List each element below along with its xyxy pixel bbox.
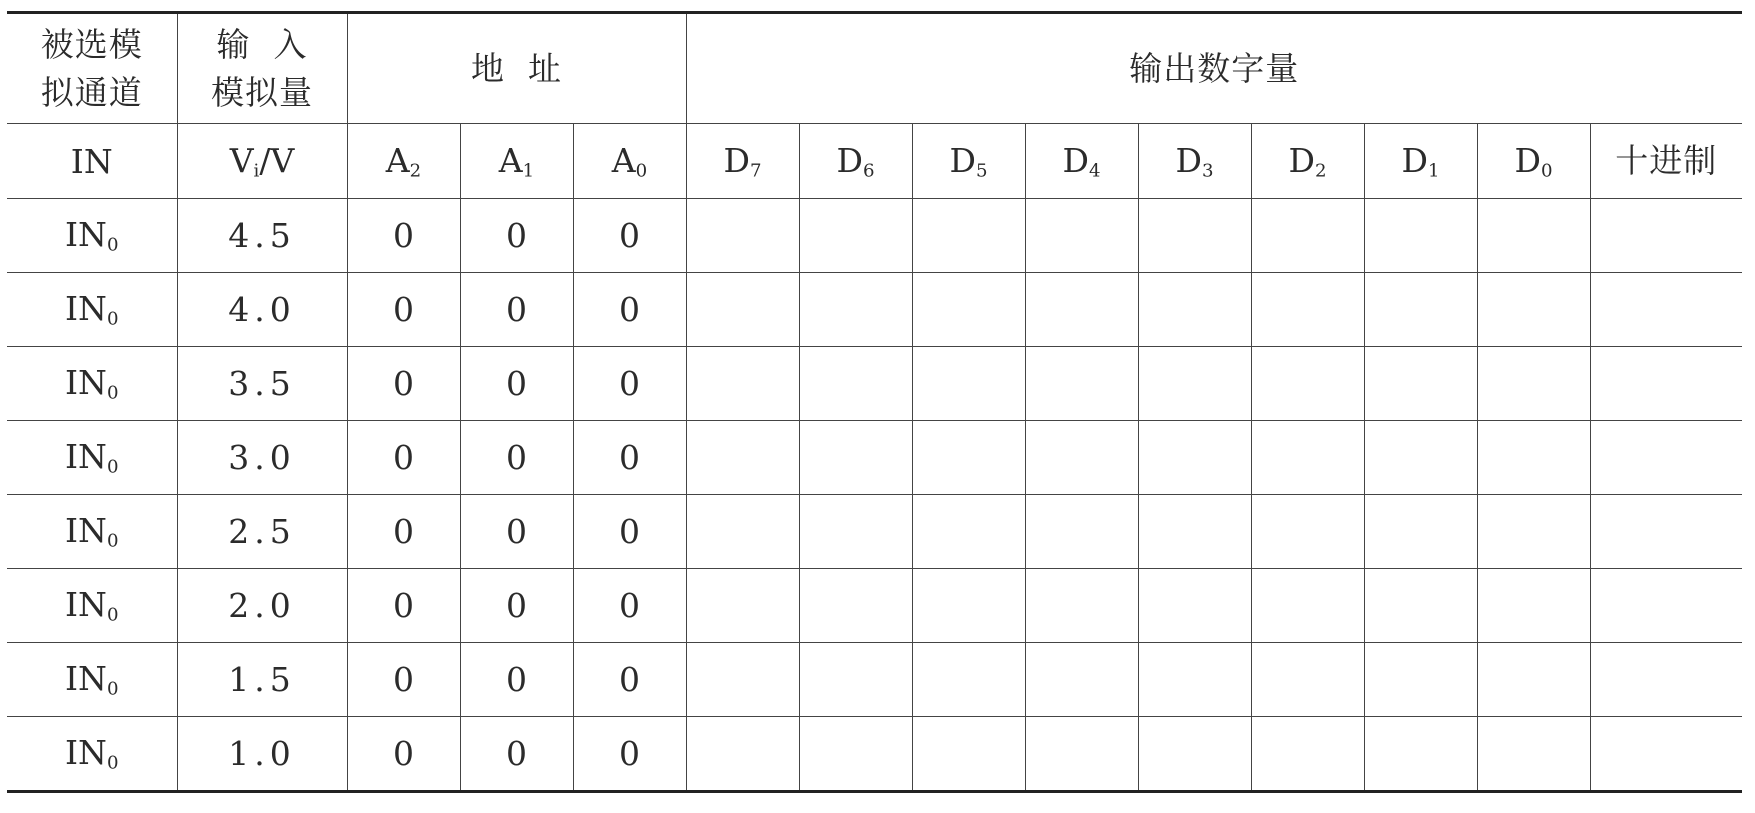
cell-output-bit — [1251, 421, 1364, 495]
address-value: 0 — [506, 216, 527, 255]
table-row — [7, 273, 1742, 347]
cell-decimal — [1590, 717, 1742, 792]
table-row — [7, 495, 1742, 569]
input-voltage-value: 3.0 — [228, 438, 296, 477]
cell-output-bit — [1025, 347, 1138, 421]
bit-index: 4 — [1088, 160, 1101, 182]
cell-address-a0 — [573, 347, 686, 421]
cell-address-a0 — [573, 273, 686, 347]
cell-channel — [7, 273, 177, 347]
address-value: 0 — [393, 438, 414, 477]
subheader-data-bit — [912, 124, 1025, 199]
subheader-data-bit — [1138, 124, 1251, 199]
address-value: 0 — [619, 216, 640, 255]
cell-output-bit — [686, 717, 799, 792]
cell-output-bit — [799, 273, 912, 347]
cell-output-bit — [799, 199, 912, 273]
bit-letter: D — [949, 140, 976, 180]
cell-output-bit — [686, 199, 799, 273]
cell-channel — [7, 495, 177, 569]
cell-input-voltage — [177, 643, 347, 717]
channel-name: IN — [65, 437, 107, 477]
cell-output-bit — [1251, 569, 1364, 643]
cell-output-bit — [1364, 421, 1477, 495]
cell-address-a1 — [460, 717, 573, 792]
cell-output-bit — [1251, 717, 1364, 792]
input-voltage-value: 4.0 — [228, 290, 296, 329]
cell-address-a1 — [460, 273, 573, 347]
cell-decimal — [1590, 495, 1742, 569]
header-channel-text: 被选模拟通道 — [40, 24, 143, 112]
channel-index: 0 — [106, 752, 119, 774]
header-input-text: 输 入模拟量 — [211, 24, 313, 112]
cell-output-bit — [1251, 199, 1364, 273]
cell-output-bit — [1477, 569, 1590, 643]
channel-name: IN — [65, 511, 107, 551]
cell-output-bit — [686, 273, 799, 347]
cell-output-bit — [1025, 421, 1138, 495]
cell-output-bit — [1477, 717, 1590, 792]
cell-output-bit — [1364, 569, 1477, 643]
subheader-in-text: IN — [70, 141, 113, 181]
cell-decimal — [1590, 421, 1742, 495]
cell-output-bit — [1477, 273, 1590, 347]
address-value: 0 — [393, 364, 414, 403]
address-value: 0 — [506, 660, 527, 699]
cell-output-bit — [1364, 273, 1477, 347]
cell-channel — [7, 643, 177, 717]
table-row — [7, 569, 1742, 643]
bit-letter: D — [1514, 140, 1541, 180]
cell-output-bit — [1477, 495, 1590, 569]
cell-address-a2 — [347, 495, 460, 569]
cell-output-bit — [1251, 495, 1364, 569]
cell-address-a1 — [460, 495, 573, 569]
cell-output-bit — [1138, 495, 1251, 569]
channel-name: IN — [65, 659, 107, 699]
bit-index: 1 — [522, 160, 535, 182]
subheader-vi — [177, 124, 347, 199]
channel-name: IN — [65, 733, 107, 773]
cell-output-bit — [1477, 643, 1590, 717]
bit-index: 5 — [975, 160, 988, 182]
cell-decimal — [1590, 643, 1742, 717]
cell-output-bit — [1364, 717, 1477, 792]
bit-letter: D — [1175, 140, 1202, 180]
address-value: 0 — [393, 512, 414, 551]
address-value: 0 — [619, 290, 640, 329]
bit-letter: D — [836, 140, 863, 180]
address-value: 0 — [506, 364, 527, 403]
address-value: 0 — [393, 216, 414, 255]
cell-output-bit — [1138, 273, 1251, 347]
cell-output-bit — [1025, 495, 1138, 569]
subheader-data-bit — [686, 124, 799, 199]
channel-index: 0 — [106, 456, 119, 478]
cell-output-bit — [912, 421, 1025, 495]
subheader-in — [7, 124, 177, 199]
bit-index: 6 — [862, 160, 875, 182]
cell-output-bit — [1025, 569, 1138, 643]
cell-output-bit — [799, 643, 912, 717]
input-voltage-value: 3.5 — [228, 364, 296, 403]
cell-output-bit — [1477, 199, 1590, 273]
address-value: 0 — [506, 512, 527, 551]
cell-input-voltage — [177, 199, 347, 273]
cell-output-bit — [686, 569, 799, 643]
subheader-vi-sub: i — [253, 160, 260, 182]
channel-index: 0 — [106, 308, 119, 330]
header-row — [7, 13, 1742, 124]
cell-output-bit — [686, 643, 799, 717]
bit-index: 2 — [409, 160, 422, 182]
cell-input-voltage — [177, 421, 347, 495]
address-value: 0 — [619, 512, 640, 551]
cell-address-a0 — [573, 495, 686, 569]
table-row — [7, 717, 1742, 792]
cell-output-bit — [799, 495, 912, 569]
cell-output-bit — [912, 717, 1025, 792]
subheader-address-bit — [573, 124, 686, 199]
cell-output-bit — [1364, 495, 1477, 569]
channel-name: IN — [65, 215, 107, 255]
subheader-data-bit — [1251, 124, 1364, 199]
cell-output-bit — [686, 347, 799, 421]
input-voltage-value: 2.0 — [228, 586, 296, 625]
channel-index: 0 — [106, 604, 119, 626]
subheader-address-bit — [347, 124, 460, 199]
cell-output-bit — [912, 273, 1025, 347]
bit-letter: D — [723, 140, 750, 180]
cell-output-bit — [1025, 199, 1138, 273]
cell-output-bit — [912, 643, 1025, 717]
bit-letter: A — [498, 140, 523, 180]
address-value: 0 — [619, 586, 640, 625]
cell-output-bit — [912, 347, 1025, 421]
input-voltage-value: 1.5 — [228, 660, 296, 699]
cell-output-bit — [1251, 273, 1364, 347]
cell-address-a1 — [460, 347, 573, 421]
address-value: 0 — [619, 734, 640, 773]
table-row — [7, 347, 1742, 421]
address-value: 0 — [619, 438, 640, 477]
cell-input-voltage — [177, 495, 347, 569]
bit-letter: D — [1401, 140, 1428, 180]
address-value: 0 — [393, 734, 414, 773]
adc-experiment-table — [7, 11, 1742, 793]
header-input — [177, 13, 347, 124]
cell-output-bit — [686, 421, 799, 495]
channel-index: 0 — [106, 678, 119, 700]
input-voltage-value: 4.5 — [228, 216, 296, 255]
address-value: 0 — [393, 586, 414, 625]
cell-output-bit — [686, 495, 799, 569]
address-value: 0 — [506, 734, 527, 773]
bit-index: 0 — [635, 160, 648, 182]
cell-output-bit — [1025, 273, 1138, 347]
cell-decimal — [1590, 273, 1742, 347]
cell-address-a2 — [347, 421, 460, 495]
cell-address-a2 — [347, 717, 460, 792]
input-voltage-value: 1.0 — [228, 734, 296, 773]
cell-output-bit — [912, 495, 1025, 569]
cell-output-bit — [1138, 347, 1251, 421]
channel-name: IN — [65, 585, 107, 625]
table-row — [7, 199, 1742, 273]
cell-output-bit — [1251, 643, 1364, 717]
cell-output-bit — [799, 421, 912, 495]
bit-index: 7 — [749, 160, 762, 182]
subheader-decimal — [1590, 124, 1742, 199]
cell-output-bit — [1138, 421, 1251, 495]
cell-address-a1 — [460, 643, 573, 717]
subheader-data-bit — [1364, 124, 1477, 199]
cell-output-bit — [1364, 643, 1477, 717]
cell-output-bit — [1138, 643, 1251, 717]
cell-address-a0 — [573, 569, 686, 643]
bit-letter: D — [1062, 140, 1089, 180]
cell-address-a1 — [460, 199, 573, 273]
cell-channel — [7, 421, 177, 495]
cell-output-bit — [1364, 199, 1477, 273]
channel-index: 0 — [106, 530, 119, 552]
cell-decimal — [1590, 199, 1742, 273]
channel-name: IN — [65, 289, 107, 329]
subheader-decimal-text: 十进制 — [1615, 141, 1718, 180]
cell-address-a2 — [347, 199, 460, 273]
header-output-text: 输出数字量 — [1129, 48, 1300, 88]
subheader-row — [7, 124, 1742, 199]
cell-address-a2 — [347, 347, 460, 421]
cell-output-bit — [912, 569, 1025, 643]
cell-address-a0 — [573, 421, 686, 495]
bit-letter: A — [611, 140, 636, 180]
cell-output-bit — [912, 199, 1025, 273]
bit-index: 3 — [1201, 160, 1214, 182]
channel-index: 0 — [106, 382, 119, 404]
cell-address-a1 — [460, 569, 573, 643]
cell-output-bit — [1025, 643, 1138, 717]
channel-index: 0 — [106, 234, 119, 256]
bit-letter: A — [385, 140, 410, 180]
address-value: 0 — [619, 364, 640, 403]
address-value: 0 — [619, 660, 640, 699]
header-address — [347, 13, 686, 124]
cell-output-bit — [1364, 347, 1477, 421]
cell-decimal — [1590, 569, 1742, 643]
cell-output-bit — [1138, 199, 1251, 273]
cell-address-a0 — [573, 643, 686, 717]
channel-name: IN — [65, 363, 107, 403]
subheader-data-bit — [1025, 124, 1138, 199]
header-address-text: 地 址 — [471, 48, 562, 88]
cell-address-a2 — [347, 643, 460, 717]
input-voltage-value: 2.5 — [228, 512, 296, 551]
cell-channel — [7, 199, 177, 273]
cell-output-bit — [799, 717, 912, 792]
cell-address-a1 — [460, 421, 573, 495]
cell-output-bit — [1477, 421, 1590, 495]
address-value: 0 — [506, 586, 527, 625]
cell-channel — [7, 717, 177, 792]
header-channel — [7, 13, 177, 124]
cell-channel — [7, 347, 177, 421]
cell-input-voltage — [177, 273, 347, 347]
cell-address-a2 — [347, 569, 460, 643]
cell-output-bit — [799, 347, 912, 421]
subheader-address-bit — [460, 124, 573, 199]
bit-index: 2 — [1314, 160, 1327, 182]
cell-input-voltage — [177, 717, 347, 792]
subheader-data-bit — [1477, 124, 1590, 199]
address-value: 0 — [506, 290, 527, 329]
subheader-vi-main: V — [229, 140, 254, 180]
cell-output-bit — [799, 569, 912, 643]
subheader-data-bit — [799, 124, 912, 199]
address-value: 0 — [393, 660, 414, 699]
cell-address-a0 — [573, 199, 686, 273]
cell-output-bit — [1138, 569, 1251, 643]
table-row — [7, 421, 1742, 495]
cell-decimal — [1590, 347, 1742, 421]
bit-index: 1 — [1427, 160, 1440, 182]
address-value: 0 — [506, 438, 527, 477]
bit-letter: D — [1288, 140, 1315, 180]
bit-index: 0 — [1540, 160, 1553, 182]
cell-output-bit — [1477, 347, 1590, 421]
table-row — [7, 643, 1742, 717]
cell-output-bit — [1251, 347, 1364, 421]
cell-output-bit — [1025, 717, 1138, 792]
address-value: 0 — [393, 290, 414, 329]
cell-input-voltage — [177, 569, 347, 643]
cell-output-bit — [1138, 717, 1251, 792]
cell-address-a0 — [573, 717, 686, 792]
subheader-vi-unit: /V — [259, 140, 295, 180]
cell-channel — [7, 569, 177, 643]
cell-address-a2 — [347, 273, 460, 347]
header-output — [686, 13, 1742, 124]
cell-input-voltage — [177, 347, 347, 421]
